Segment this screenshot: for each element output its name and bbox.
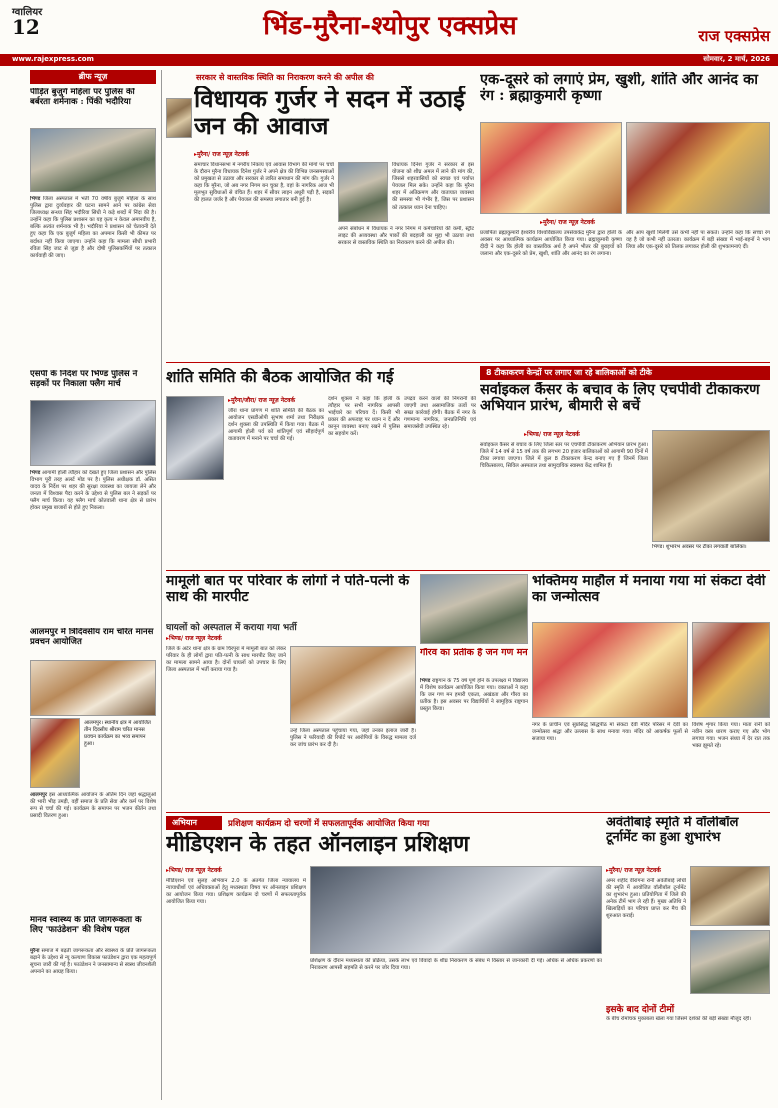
lead-photo bbox=[166, 98, 192, 138]
volleyball-story bbox=[606, 816, 770, 1102]
sankata-headline: भक्तिमय माहौल में मनाया गया मां संकटा देवी का जन्मोत्सव bbox=[532, 574, 766, 605]
lead-body-2: विधायक दिनेश गुर्जर ने सरकार से इस योजना को शीघ्र अमल में लाने की मांग की, जिससे शहरवासियों को स्वच्छ एवं पर्याप्त पेयजल मिल सके। उन्होंने कहा कि मुरैना शहर में अतिक्रमण और यातायात व्यवस्था की समस्या भी गंभीर है, जिस पर प्रशासन को तत्काल ध्यान देना चाहिए। bbox=[392, 162, 474, 211]
lead-kicker: सरकार से वास्तविक स्थिति का निराकरण करने की अपील की bbox=[196, 73, 374, 82]
shanti-body-1: जौरा थाना प्रांगण में शांति समिति की बैठक का आयोजन एसडीओपी सुभाष शर्मा तथा निरीक्षक दर्शन शुक्ला की उपस्थिति में किया गया। बैठक में आगामी होली पर्व को शांतिपूर्ण एवं सौहार्दपूर्ण वातावरण में मनाने पर चर्चा की गई। bbox=[228, 408, 324, 443]
shanti-headline: शांति समिति की बैठक आयोजित की गई bbox=[166, 368, 394, 386]
lead-photo-mla bbox=[338, 162, 388, 222]
volleyball-photo-1 bbox=[690, 866, 770, 926]
training-photo bbox=[310, 866, 602, 954]
brahmakumari-headline: एक-दूसरे को लगाएं प्रेम, खुशी, शांति और आनंद का रंग : ब्रह्माकुमारी कृष्णा bbox=[480, 72, 758, 105]
shanti-byline: ▸ मुरैना/जौरा/ राज न्यूज़ नेटवर्क bbox=[228, 396, 348, 404]
brand-logo: राज एक्सप्रेस bbox=[698, 27, 770, 45]
brief-news-label: ब्रीफ न्यूज़ bbox=[30, 70, 156, 84]
family-photo bbox=[290, 646, 416, 724]
training-story bbox=[166, 816, 602, 1102]
brief-photo-2 bbox=[30, 400, 156, 466]
masthead bbox=[0, 0, 778, 66]
page-number: 12 bbox=[12, 15, 40, 39]
brief-text-4: समाज में बढ़ती जागरूकता और स्वास्थ्य के प्रति जागरूकता बढ़ाने के उद्देश्य से न्यू कल्याण विकास फाउंडेशन द्वारा एक महत्वपूर्ण सूचना जारी की गई है। फाउंडेशन ने जनसामान्य से स्वस्थ जीवनशैली अपनाने का आग्रह किया। bbox=[30, 948, 156, 976]
brief-caption-3: आलमपुर। स्थानीय क्षेत्र में आयोजित तीन दिवसीय श्रीराम चरित मानस प्रवचन कार्यक्रम का भव्य समापन हुआ। bbox=[84, 720, 151, 747]
brief-photo-3b bbox=[30, 718, 80, 788]
cervical-byline: ▸ भिण्ड/ राज न्यूज़ नेटवर्क bbox=[524, 430, 684, 438]
column-divider bbox=[161, 70, 162, 1100]
masthead-title: भिंड-मुरैना-श्योपुर एक्सप्रेस bbox=[263, 11, 517, 41]
cervical-kicker: 8 टीकाकरण केन्द्रों पर लगाए जा रहे बालिकाओं को टीके bbox=[480, 366, 770, 380]
training-body-2: प्रशिक्षण के दौरान मध्यस्थता की प्रक्रिया, उसके लाभ एवं विवादों के शीघ्र निराकरण के संबंध में विस्तार से जानकारी दी गई। अधिक से अधिक प्रकरणों का निराकरण आपसी सहमति से करने पर जोर दिया गया। bbox=[310, 958, 602, 972]
shanti-samiti-story bbox=[166, 366, 476, 568]
brahmakumari-byline: ▸ मुरैना/ राज न्यूज़ नेटवर्क bbox=[540, 218, 720, 226]
brief-headline-2: एसपी के निर्देश पर भिण्ड पुलिस ने सड़कों पर निकाला फ्लैग मार्च bbox=[30, 370, 138, 389]
shanti-body-2: दर्शन शुक्ला ने कहा कि होली के त्यौहार पर सभी नागरिक आपसी भाईचारे का परिचय दें। किसी भी प्रकार की अफवाह पर ध्यान न दें और कानून व्यवस्था बनाए रखने में पुलिस का सहयोग करें। bbox=[328, 396, 400, 438]
training-headline: मीडिएशन के तहत ऑनलाइन प्रशिक्षण bbox=[166, 832, 470, 857]
brief-text-2: आगामी होली त्यौहार को देखते हुए जिला प्रशासन और पुलिस विभाग पूरी तरह अलर्ट मोड पर है। पुलिस अधीक्षक डॉ. असित यादव के निर्देश पर शहर की सुरक्षा व्यवस्था का जायजा लेने और जनता में विश्वास पैदा करने के उद्देश्य से पुलिस बल ने सड़कों पर फ्लैग मार्च किया। यह फ्लैग मार्च कोतवाली थाना क्षेत्र से प्रारंभ होकर प्रमुख बाजारों से होते हुए निकला। bbox=[30, 470, 156, 512]
volleyball-byline: ▸ मुरैना/ राज न्यूज़ नेटवर्क bbox=[606, 866, 706, 874]
masthead-date: सोमवार, 2 मार्च, 2026 bbox=[703, 55, 770, 63]
family-subhead: घायलों को अस्पताल में कराया गया भर्ती bbox=[166, 623, 297, 633]
cervical-photo bbox=[652, 430, 770, 542]
brahmakumari-body-2: और आप खुशी मिलेगी उसे कभी नहीं पा सकते। उन्होंने कहा कि सच्चा रंग वह है जो कभी नहीं उतरता। कार्यक्रम में बड़ी संख्या में भाई-बहनों ने भाग लिया और एक-दूसरे को तिलक लगाकर होली की शुभकामनाएं दीं। bbox=[626, 230, 770, 251]
anthem-story bbox=[420, 574, 528, 810]
anthem-lead: भिण्ड bbox=[420, 678, 431, 684]
family-fight-story bbox=[166, 574, 416, 810]
brahmakumari-body-1: प्रजापिता ब्रह्माकुमारी ईश्वरीय विश्वविद्यालय उपसेवाकेंद्र मुरैना द्वारा होली के अवसर पर आध्यात्मिक कार्यक्रम आयोजित किया गया। ब्रह्माकुमारी कृष्णा दीदी ने कहा कि होली का वास्तविक अर्थ है अपने भीतर की बुराइयों को जलाना और एक-दूसरे को प्रेम, खुशी, शांति और आनंद का रंग लगाना। bbox=[480, 230, 622, 258]
anthem-photo bbox=[420, 574, 528, 644]
cervical-headline: सर्वाइकल कैंसर के बचाव के लिए एचपीवी टीकाकरण अभियान प्रारंभ, बीमारी से बचें bbox=[480, 382, 760, 415]
brief-body-2 bbox=[30, 470, 156, 620]
brahmakumari-photo-2 bbox=[626, 122, 770, 214]
brief-headline-3: आलमपुर में त्रिदिवसीय राम चरित मानस प्रवचन आयोजित bbox=[30, 628, 154, 647]
shanti-photo bbox=[166, 396, 224, 480]
brief-headline-4: मानव स्वास्थ्य के प्रति जागरूकता के लिए 'फाउंडेशन' की विशेष पहल bbox=[30, 916, 142, 935]
section-rule-1 bbox=[166, 362, 770, 363]
brief-photo-1 bbox=[30, 128, 156, 192]
brief-lead-1: भिण्ड bbox=[30, 196, 41, 202]
cervical-caption: भिण्ड। शुभारंभ अवसर पर टीका लगवाती बालिका। bbox=[652, 544, 747, 550]
family-byline: ▸ भिण्ड/ राज न्यूज़ नेटवर्क bbox=[166, 634, 316, 642]
volleyball-subhead: इसके बाद दोनों टीमों bbox=[606, 1005, 675, 1015]
brief-lead-4: मुरैना bbox=[30, 948, 40, 954]
volleyball-photo-2 bbox=[690, 930, 770, 994]
sankata-photo-2 bbox=[692, 622, 770, 718]
masthead-city: ग्वालियर bbox=[12, 7, 43, 18]
training-byline: ▸ भिण्ड/ राज न्यूज़ नेटवर्क bbox=[166, 866, 366, 874]
lead-body-3: अपने संबोधन में विधायक ने नगर निगम में कर्मचारियों की कमी, स्ट्रीट लाइट की अव्यवस्था और पार्कों की बदहाली का मुद्दा भी उठाया तथा सरकार से वास्तविक स्थिति का निराकरण करने की अपील की। bbox=[338, 226, 474, 247]
brahmakumari-story bbox=[480, 70, 770, 360]
website-link[interactable]: www.rajexpress.com bbox=[12, 55, 94, 63]
training-kicker: प्रशिक्षण कार्यक्रम दो चरणों में सफलतापूर्वक आयोजित किया गया bbox=[228, 819, 430, 829]
section-rule-2 bbox=[166, 570, 770, 571]
brahmakumari-photo-1 bbox=[480, 122, 622, 214]
shanti-body-3: उपद्रव करने वालों की निगरानी की जाएगी तथा असामाजिक तत्वों पर सख्त कार्रवाई होगी। बैठक में नगर के गणमान्य नागरिक, जनप्रतिनिधि एवं समाजसेवी उपस्थित रहे। bbox=[404, 396, 476, 431]
family-body-2: उन्हें जिला अस्पताल पहुंचाया गया, जहां उनका इलाज जारी है। पुलिस ने फरियादी की रिपोर्ट पर आरोपियों के विरुद्ध मामला दर्ज कर जांच प्रारंभ कर दी है। bbox=[290, 728, 416, 749]
training-kicker-tag: अभियान bbox=[166, 816, 222, 830]
anthem-headline: गौरव का प्रतीक है जन गण मन bbox=[420, 648, 528, 658]
sankata-body-1: नगर के प्राचीन एवं सुप्रसिद्ध सिद्धपीठ मां संकटा देवी मंदिर परिसर में देवी का जन्मोत्सव श्रद्धा और उल्लास के साथ मनाया गया। मंदिर को आकर्षक फूलों से सजाया गया। bbox=[532, 722, 688, 743]
volleyball-body-2: के बीच रोमांचक मुकाबला खेला गया जिसमें दर्शकों की बड़ी संख्या मौजूद रही। bbox=[606, 1016, 752, 1022]
family-headline: मामूली बात पर परिवार के लोगों ने पति-पत्नी के साथ की मारपीट bbox=[166, 574, 410, 605]
brief-headline-1: पीड़ित बुजुर्ग महिला पर पुलिस की बर्बरता शर्मनाक : पिंकी भदौरिया bbox=[30, 88, 135, 107]
lead-body-1: समाचार विधानसभा में नगरीय निकाय एवं आवास विभाग की मांगों पर चर्चा के दौरान मुरैना विधायक दिनेश गुर्जर ने अपने क्षेत्र की विभिन्न जनसमस्याओं को प्रमुखता से उठाया और सरकार से त्वरित समाधान की मांग की। गुर्जर ने कहा कि मुरैना, जो अब नगर निगम बन चुका है, वहां के नागरिक आज भी मूलभूत सुविधाओं से वंचित हैं। शहर में सीवर लाइन अधूरी पड़ी है, सड़कों की हालत जर्जर है और पेयजल की समस्या लगातार बनी हुई है। bbox=[194, 162, 334, 204]
brief-body-4 bbox=[30, 948, 156, 1098]
brief-photo-3 bbox=[30, 660, 156, 716]
anthem-text: राष्ट्रगान के 75 वर्ष पूर्ण होने के उपलक्ष्य में विद्यालय में विशेष कार्यक्रम आयोजित किया गया। वक्ताओं ने कहा कि जन गण मन हमारी एकता, अखंडता और गौरव का प्रतीक है। इस अवसर पर विद्यार्थियों ने सामूहिक राष्ट्रगान प्रस्तुत किया। bbox=[420, 678, 528, 713]
training-body-1: मीडिएशन एवं सुलह अभियान 2.0 के अंतर्गत जिला न्यायालय में न्यायाधीशों एवं अधिवक्ताओं हेतु मध्यस्थता विषय पर ऑनलाइन प्रशिक्षण का आयोजन किया गया। प्रशिक्षण कार्यक्रम दो चरणों में सफलतापूर्वक आयोजित किया गया। bbox=[166, 878, 306, 906]
volleyball-headline: अवंतीबाई स्मृति में वॉलीबॉल टूर्नामेंट का हुआ शुभारंभ bbox=[606, 816, 739, 845]
lead-headline: विधायक गुर्जर ने सदन में उठाई जन की आवाज bbox=[194, 86, 465, 140]
brief-text-3: इस आध्यात्मिक आयोजन के अंतिम दिन जहां श्रद्धालुओं की भारी भीड़ उमड़ी, वहीं समाज के प्रति सेवा और कर्म पर विशेष रूप से चर्चा की गई। कार्यक्रम के समापन पर भजन कीर्तन तथा प्रसादी वितरण हुआ। bbox=[30, 792, 156, 820]
anthem-body bbox=[420, 678, 528, 808]
cervical-body: सर्वाइकल कैंसर से बचाव के लिए जिला स्तर पर एचपीवी टीकाकरण अभियान प्रारंभ हुआ। जिले में 14 वर्ष से 15 वर्ष तक की लगभग 20 हजार बालिकाओं को आगामी 90 दिनों में टीका लगाया जाएगा। जिले में कुल 8 टीकाकरण केन्द्र बनाए गए हैं जिनमें जिला चिकित्सालय, सिविल अस्पताल तथा सामुदायिक स्वास्थ्य केंद्र शामिल हैं। bbox=[480, 442, 648, 470]
volleyball-body: अमर शहीद वीरांगना रानी अवंतीबाई लोधी की स्मृति में आयोजित वॉलीबॉल टूर्नामेंट का शुभारंभ हुआ। प्रतियोगिता में जिले की अनेक टीमें भाग ले रही हैं। मुख्य अतिथि ने खिलाड़ियों का परिचय प्राप्त कर मैच की शुरुआत कराई। bbox=[606, 878, 686, 920]
brief-body-3 bbox=[30, 792, 156, 912]
section-rule-3 bbox=[166, 812, 770, 813]
brief-lead-3: आलमपुर bbox=[30, 792, 47, 798]
brief-text-1: जिला अस्पताल में भर्ती 70 वर्षीय बुजुर्ग महिला के साथ पुलिस द्वारा दुर्व्यवहार की घटना सामने आने पर कांग्रेस सेवा जिलाध्यक्ष सन्ध्या सिंह भदौरिया सिंधी ने कड़े शब्दों में निंदा की है। उन्होंने कहा कि पुलिस प्रशासन का यह कृत्य न केवल अमानवीय है, बल्कि अत्यंत शर्मनाक भी है। भदौरिया ने प्रशासन को चेतावनी देते हुए कहा कि एक बुजुर्ग महिला का अपमान किसी भी कीमत पर बर्दाश्त नहीं किया जाएगा। उन्होंने कहा कि मामला सीधी प्रभारी रविता सिंह जाट से जुड़ा है और दोषी पुलिसकर्मियों पर तत्काल कार्यवाही की जाए। bbox=[30, 196, 156, 259]
brief-lead-2: भिण्ड bbox=[30, 470, 41, 476]
sankata-photo-1 bbox=[532, 622, 688, 718]
lead-story bbox=[166, 70, 476, 360]
cervical-story bbox=[480, 366, 770, 568]
sankata-body-2: विशेष शृंगार किया गया। माता रानी को नवीन वस्त्र धारण कराए गए और भोग लगाया गया। भजन संध्या में देर रात तक भक्त झूमते रहे। bbox=[692, 722, 770, 750]
lead-byline: ▸ मुरैना/ राज न्यूज़ नेटवर्क bbox=[194, 150, 394, 158]
family-body-1: जिले के अटेर थाना क्षेत्र के ग्राम चिरपुरा में मामूली बात को लेकर परिवार के ही लोगों द्वारा पति-पत्नी के साथ मारपीट किए जाने का मामला सामने आया है। दोनों घायलों को उपचार के लिए जिला अस्पताल में भर्ती कराया गया है। bbox=[166, 646, 286, 674]
brief-body-1 bbox=[30, 196, 156, 366]
sankata-story bbox=[532, 574, 770, 810]
brief-news-column bbox=[30, 70, 156, 1100]
